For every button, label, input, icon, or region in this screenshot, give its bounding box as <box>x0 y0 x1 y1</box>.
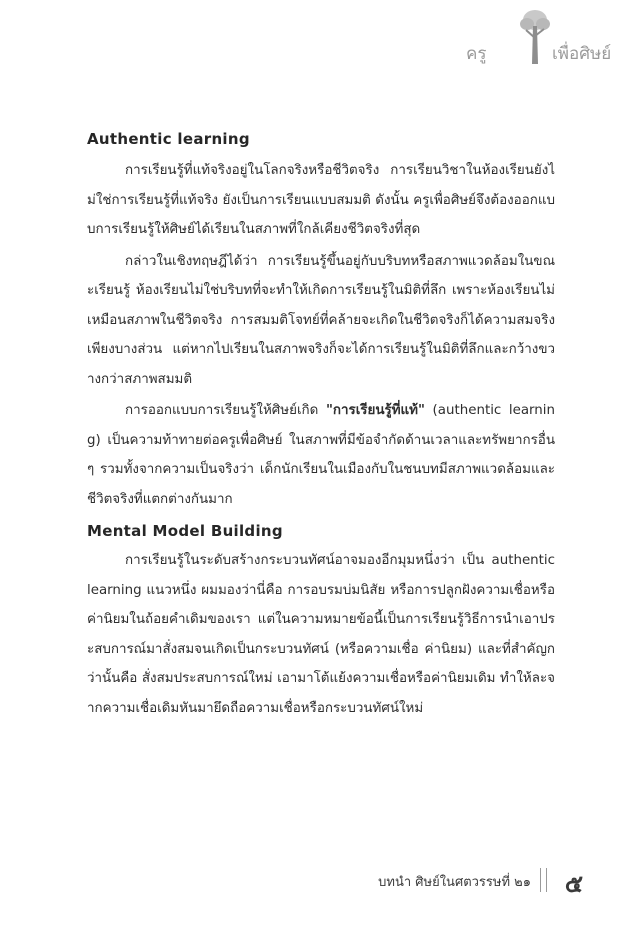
logo-text-left: ครู <box>466 44 487 64</box>
paragraph: การเรียนรู้ที่แท้จริงอยู่ในโลกจริงหรือชีวิตจริง การเรียนวิชาในห้องเรียนยังไม่ใช่การเรียนรู้ที่แท้จริง ยังเป็นการเรียนแบบสมมติ ดังนั้น ครูเพื่อศิษย์จึงต้องออกแบบการเรียนรู้ให้ศิษย์ได้เรียนในสภาพที่ใกล้เคียงชีวิตจริงที่สุด <box>87 163 555 237</box>
paragraph: กล่าวในเชิงทฤษฎีได้ว่า การเรียนรู้ขึ้นอยู่กับบริบทหรือสภาพแวดล้อมในขณะเรียนรู้ ห้องเรียนไม่ใช่บริบทที่จะทำให้เกิดการเรียนรู้ในมิติที่ลึก เพราะห้องเรียนไม่เหมือนสภาพในชีวิตจริง การสมมติโจทย์ที่คล้ายจะเกิดในชีวิตจริงก็ได้ความสมจริงเพียงบางส่วน แต่หากไปเรียนในสภาพจริงก็จะได้การเรียนรู้ในมิติที่ลึกและกว้างขวางกว่าสภาพสมมติ <box>87 253 555 387</box>
section-heading-authentic-learning: Authentic learning <box>87 130 250 148</box>
footer-divider <box>540 868 547 892</box>
footer-title: บทนำ ศิษย์ในศตวรรษที่ ๒๑ <box>378 875 531 890</box>
section-heading-mental-model-building: Mental Model Building <box>87 522 283 540</box>
paragraph: การเรียนรู้ในระดับสร้างกระบวนทัศน์อาจมองอีกมุมหนึ่งว่า เป็น authentic learning แนวหนึ่ง ผมมองว่านี่คือ การอบรมบ่มนิสัย หรือการปลูกฝังความเชื่อหรือค่านิยมในถ้อยคำเดิมของเรา แต่ในความหมายข้อนี้เป็นการเรียนรู้วิธีการนำเอาประสบการณ์มาสั่งสมจนเกิดเป็นกระบวนทัศน์ (หรือความเชื่อ ค่านิยม) และที่สำคัญกว่านั้นคือ สั่งสมประสบการณ์ใหม่ เอามาโต้แย้งความเชื่อหรือค่านิยมเดิม ทำให้ละจากความเชื่อเดิมหันมายึดถือความเชื่อหรือกระบวนทัศน์ใหม่ <box>87 553 555 716</box>
paragraph-text: (authentic learning) เป็นความท้าทายต่อครูเพื่อศิษย์ ในสภาพที่มีข้อจำกัดด้านเวลาและทรัพยากรอื่น ๆ รวมทั้งจากความเป็นจริงว่า เด็กนักเรียนในเมืองกับในชนบทมีสภาพแวดล้อมและชีวิตจริงที่แตกต่างกันมาก <box>87 403 555 507</box>
logo-text-right: เพื่อศิษย์ <box>552 44 612 64</box>
paragraph-with-emphasis <box>87 396 555 514</box>
page-number: ๕ <box>564 870 583 898</box>
page-footer <box>340 866 595 898</box>
tree-icon <box>518 8 552 66</box>
header-logo <box>460 6 610 68</box>
paragraph-text: การออกแบบการเรียนรู้ให้ศิษย์เกิด <box>125 403 326 418</box>
page-content <box>87 128 555 723</box>
emphasis-text: "การเรียนรู้ที่แท้" <box>325 403 425 418</box>
